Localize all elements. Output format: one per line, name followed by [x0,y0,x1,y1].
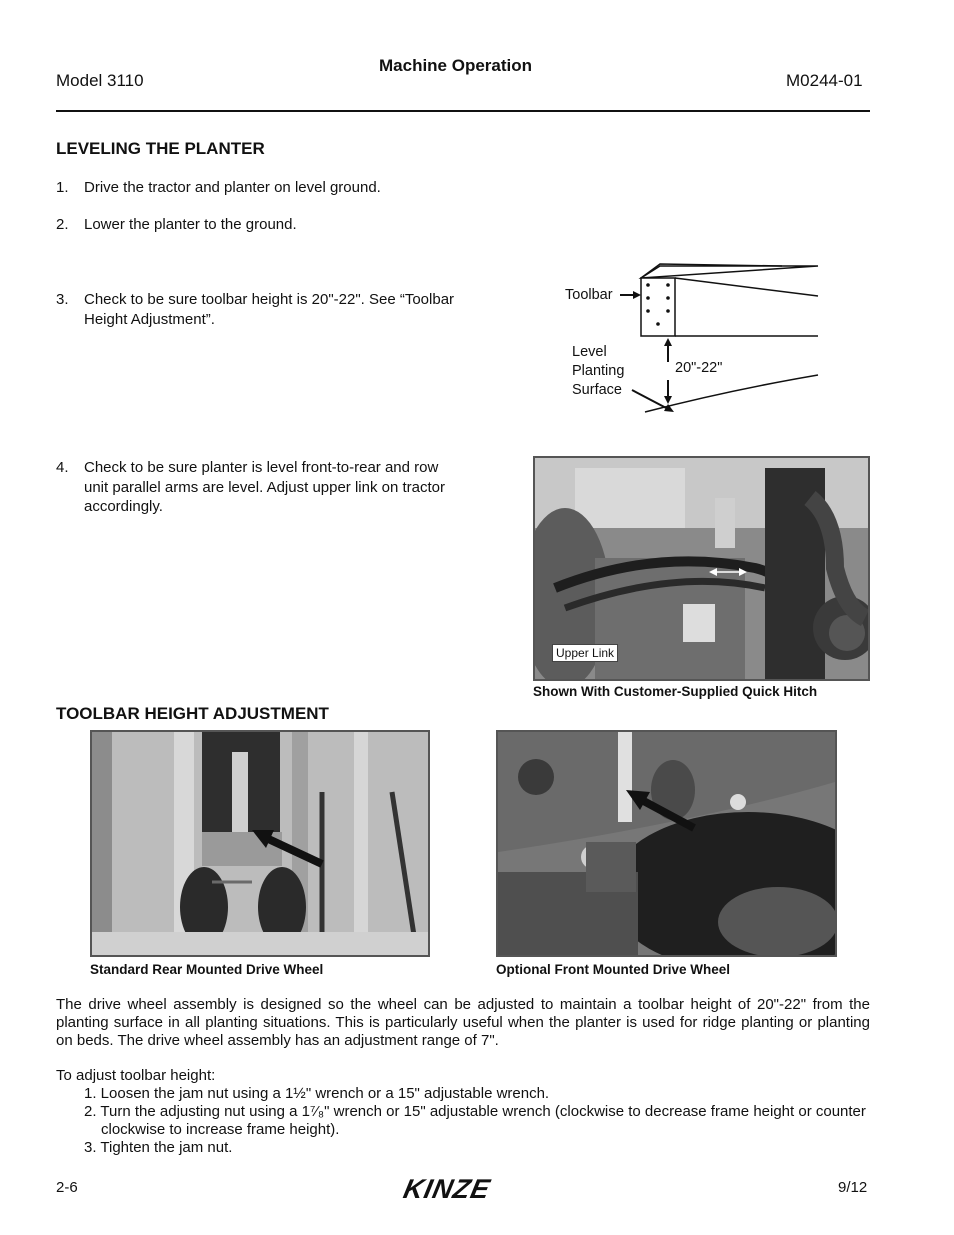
hitch-caption: Shown With Customer-Supplied Quick Hitch [533,684,818,699]
step-3 [56,290,496,330]
step-number: 1. [56,179,69,196]
paragraph-line: on beds. The drive wheel assembly has an adjustment range of 7". [56,1032,499,1049]
front-drive-wheel-photo [496,730,837,957]
step-text: Drive the tractor and planter on level ground. [84,179,381,196]
height-label: 20"-22" [675,360,723,376]
section-header: Machine Operation [379,56,533,75]
toolbar-height-diagram [560,262,822,422]
revision-date: 9/12 [838,1179,868,1196]
toolbar-height-title: TOOLBAR HEIGHT ADJUSTMENT [56,704,329,723]
step-text: Height Adjustment”. [84,310,215,328]
step-2 [56,215,496,235]
step-4 [56,458,496,518]
adjust-step: 2. Turn the adjusting nut using a 1⁷⁄₈" wrench or 15" adjustable wrench (clockwise to decrease frame height or counter [84,1103,866,1120]
step-text: Lower the planter to the ground. [84,216,297,233]
surface-label-line: Planting [572,363,625,379]
paragraph-line: The drive wheel assembly is designed so the wheel can be adjusted to maintain a toolbar height of 20"-22" from the [56,996,870,1013]
surface-label [572,343,624,400]
header-rule [56,110,870,112]
step-number: 4. [56,459,69,476]
leveling-title: LEVELING THE PLANTER [56,139,265,158]
adjust-intro: To adjust toolbar height: [56,1067,216,1084]
step-number: 3. [56,291,69,308]
surface-label-line: Surface [572,382,622,398]
front-drive-wheel-caption: Optional Front Mounted Drive Wheel [496,962,730,977]
rear-drive-wheel-image [92,732,428,955]
page-number: 2-6 [56,1179,78,1196]
kinze-logo: KINZE [400,1174,494,1204]
step-number: 2. [56,216,69,233]
rear-drive-wheel-caption: Standard Rear Mounted Drive Wheel [90,962,324,977]
adjust-step: 3. Tighten the jam nut. [84,1139,233,1156]
adjust-step: 1. Loosen the jam nut using a 1½" wrench or a 15" adjustable wrench. [84,1085,550,1102]
front-drive-wheel-image [498,732,835,955]
adjustment-paragraph [56,996,870,1050]
upper-link-label: Upper Link [552,644,618,662]
adjust-step: clockwise to increase frame height). [101,1121,340,1138]
step-1 [56,178,496,198]
step-text: Check to be sure planter is level front-to-rear and row [84,459,439,476]
rear-drive-wheel-photo [90,730,430,957]
hitch-photo [533,456,870,681]
adjust-steps [84,1085,884,1157]
surface-label-line: Level [572,344,607,360]
toolbar-label: Toolbar [565,287,613,303]
step-text: Check to be sure toolbar height is 20"-22". See “Toolbar [84,291,455,308]
paragraph-line: planting surface in all planting situations. This is particularly useful when the planter is used for ridge planting or planting [56,1014,870,1031]
document-number: M0244-01 [786,71,863,90]
step-text: accordingly. [84,498,163,515]
model-label: Model 3110 [56,71,144,90]
step-text: unit parallel arms are level. Adjust upper link on tractor [84,478,446,496]
